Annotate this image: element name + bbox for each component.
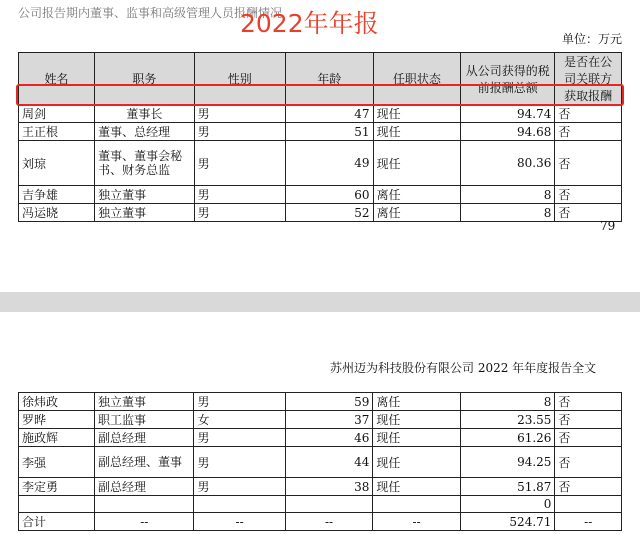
total-row [19, 513, 622, 531]
cell-pay: 80.36 [461, 141, 555, 186]
cell-sex: 女 [194, 411, 285, 429]
total-dash-state: -- [373, 513, 460, 531]
cell-age: 46 [285, 429, 373, 447]
cell-sex: 男 [194, 105, 285, 123]
cell-name: 刘琼 [19, 141, 95, 186]
cell-role: 副总经理 [95, 478, 194, 496]
cell-state: 离任 [373, 186, 461, 204]
cell-pay: 61.26 [460, 429, 555, 447]
cell-pay: 8 [460, 393, 555, 411]
cell-role: 副总经理 [95, 429, 194, 447]
cell-age: 38 [285, 478, 373, 496]
cell-name: 周剑 [19, 105, 95, 123]
cell-state: 现任 [373, 123, 461, 141]
cell-name: 李强 [19, 447, 95, 478]
col-header-state: 任职状态 [373, 53, 461, 105]
col-header-pay: 从公司获得的税前报酬总额 [461, 53, 555, 105]
cell-sex: 男 [194, 478, 285, 496]
table-row [19, 141, 622, 186]
table-row [19, 393, 622, 411]
cell-state: 离任 [373, 393, 460, 411]
cell-role: 独立董事 [95, 204, 195, 222]
cell-sex: 男 [194, 204, 285, 222]
cell-role [95, 496, 194, 513]
cell-name [19, 496, 95, 513]
cell-related: 否 [555, 204, 622, 222]
cell-related: 否 [555, 141, 622, 186]
cell-state [373, 496, 460, 513]
col-header-age: 年龄 [285, 53, 373, 105]
table-row [19, 411, 622, 429]
cell-age: 60 [285, 186, 373, 204]
highlight-box [16, 84, 624, 106]
total-dash-age: -- [285, 513, 373, 531]
table-row [19, 447, 622, 478]
cell-age: 51 [285, 123, 373, 141]
cell-name: 王正根 [19, 123, 95, 141]
cell-name: 徐炜政 [19, 393, 95, 411]
cell-age: 47 [285, 105, 373, 123]
cell-state: 现任 [373, 105, 461, 123]
cell-related: 否 [555, 123, 622, 141]
cell-state: 现任 [373, 141, 461, 186]
cell-name: 李定勇 [19, 478, 95, 496]
cell-name: 吉争雄 [19, 186, 95, 204]
cell-related: 否 [555, 429, 622, 447]
table-row [19, 105, 622, 123]
total-pay: 524.71 [460, 513, 555, 531]
cell-related: 否 [555, 186, 622, 204]
cell-age: 59 [285, 393, 373, 411]
total-dash-sex: -- [194, 513, 285, 531]
cell-pay: 8 [461, 204, 555, 222]
cell-name: 施政辉 [19, 429, 95, 447]
table-row [19, 478, 622, 496]
cell-related: 否 [555, 447, 622, 478]
cell-age: 37 [285, 411, 373, 429]
cell-pay: 94.25 [460, 447, 555, 478]
unit-label: 单位：万元 [562, 32, 623, 46]
cell-pay: 51.87 [460, 478, 555, 496]
cell-related: 否 [555, 478, 622, 496]
cell-sex [194, 496, 285, 513]
cell-role: 独立董事 [95, 186, 195, 204]
col-header-name: 姓名 [19, 53, 95, 105]
cell-role: 董事、董事会秘书、财务总监 [95, 141, 195, 186]
table-row [19, 429, 622, 447]
cell-role: 独立董事 [95, 393, 194, 411]
cell-state: 现任 [373, 447, 460, 478]
cell-state: 现任 [373, 478, 460, 496]
cell-sex: 男 [194, 141, 285, 186]
report-title: 苏州迈为科技股份有限公司 2022 年年度报告全文 [330, 361, 597, 375]
cell-state: 现任 [373, 411, 460, 429]
cell-age: 44 [285, 447, 373, 478]
cell-age: 52 [285, 204, 373, 222]
cell-pay: 0 [460, 496, 555, 513]
cell-related: 否 [555, 105, 622, 123]
cell-pay: 94.68 [461, 123, 555, 141]
cell-age: 49 [285, 141, 373, 186]
total-dash-role: -- [95, 513, 194, 531]
total-label: 合计 [19, 513, 95, 531]
cell-sex: 男 [194, 447, 285, 478]
cell-sex: 男 [194, 123, 285, 141]
col-header-role: 职务 [95, 53, 195, 105]
col-header-related: 是否在公司关联方获取报酬 [555, 53, 622, 105]
compensation-table-top [18, 52, 622, 222]
table-row [19, 496, 622, 513]
cell-age [285, 496, 373, 513]
cell-sex: 男 [194, 393, 285, 411]
col-header-sex: 性别 [194, 53, 285, 105]
total-dash-related: -- [555, 513, 622, 531]
cell-related: 否 [555, 393, 622, 411]
cell-role: 董事长 [95, 105, 195, 123]
table-row [19, 123, 622, 141]
table-row [19, 186, 622, 204]
page-gap [0, 292, 640, 312]
cell-state: 现任 [373, 429, 460, 447]
cell-name: 罗晔 [19, 411, 95, 429]
cell-pay: 8 [461, 186, 555, 204]
page-number: 79 [600, 219, 616, 233]
cell-state: 离任 [373, 204, 461, 222]
section-heading: 公司报告期内董事、监事和高级管理人员报酬情况 [18, 6, 283, 20]
cell-role: 副总经理、董事 [95, 447, 194, 478]
report-page-bottom [0, 312, 640, 535]
cell-pay: 94.74 [461, 105, 555, 123]
cell-role: 董事、总经理 [95, 123, 195, 141]
cell-sex: 男 [194, 186, 285, 204]
cell-role: 职工监事 [95, 411, 194, 429]
table-row [19, 204, 622, 222]
cell-pay: 23.55 [460, 411, 555, 429]
compensation-table-bottom [18, 392, 622, 531]
cell-sex: 男 [194, 429, 285, 447]
overlay-title: 2022年年报 [240, 9, 379, 38]
cell-related [555, 496, 622, 513]
cell-related: 否 [555, 411, 622, 429]
cell-name: 冯运晓 [19, 204, 95, 222]
